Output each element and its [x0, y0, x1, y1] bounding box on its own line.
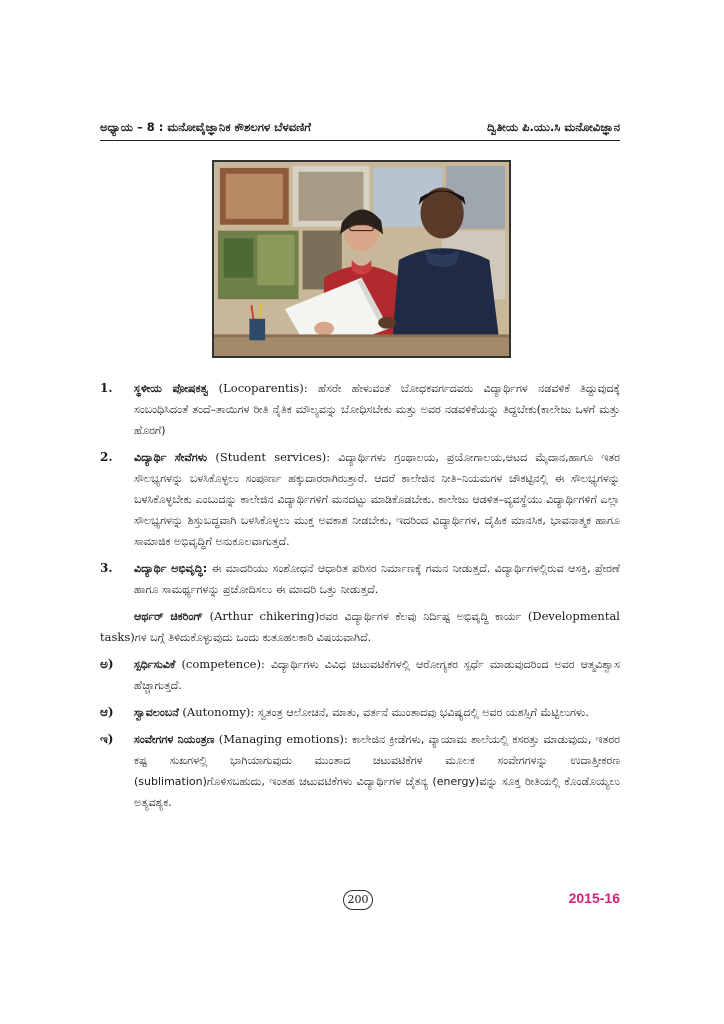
- sub-list-item: [100, 654, 620, 696]
- running-header: [100, 120, 620, 140]
- edition-year: 2015-16: [568, 890, 620, 906]
- intro-text-1: ರವರ ವಿದ್ಯಾರ್ಥಿಗಳ ಕೆಲವು ನಿರ್ದಿಷ್ಟ ಅಭಿವೃದ್ಧಿ ಕಾರ್ಯ: [319, 610, 528, 623]
- page-body: [100, 378, 620, 819]
- item-term: ಸ್ವಾವಲಂಬನೆ: [134, 706, 179, 719]
- header-divider: [100, 140, 620, 141]
- item-term: ಸಂವೇಗಗಳ ನಿಯಂತ್ರಣ: [134, 733, 215, 746]
- item-term: ವಿದ್ಯಾರ್ಥಿ ಅಭಿವೃದ್ಧಿ:: [134, 562, 208, 575]
- item-number: 1.: [100, 381, 113, 395]
- item-number: ಆ): [100, 705, 114, 719]
- sub-list-item: [100, 702, 620, 723]
- item-term-english: (Student services):: [207, 450, 339, 464]
- book-title: ದ್ವಿತೀಯ ಪಿ.ಯು.ಸಿ ಮನೋವಿಜ್ಞಾನ: [486, 120, 620, 134]
- item-text: ವಿದ್ಯಾರ್ಥಿಗಳು ಗ್ರಂಥಾಲಯ, ಪ್ರಯೋಗಾಲಯ,ಆಟದ ಮೈದಾನ,ಹಾಗೂ ಇತರ ಸೌಲಭ್ಯಗಳನ್ನು ಬಳಸಿಕೊಳ್ಳಲು ಸಂಪೂರ್ಣ ಹಕ್ಕುದಾರರಾಗಿರುತ್ತಾರೆ. ಆದರೆ ಕಾಲೇಜಿನ ನೀತಿ–ನಿಯಮಗಳ ಚೌಕಟ್ಟಿನಲ್ಲಿ ಈ ಸೌಲಭ್ಯಗಳನ್ನು ಬಳಸಿಕೊಳ್ಳಬೇಕು ಎಂಬುದನ್ನು ಕಾಲೇಜಿನ ವಿದ್ಯಾರ್ಥಿಗಳಿಗೆ ಮನದಟ್ಟು ಮಾಡಿಕೊಡಬೇಕು. ಕಾಲೇಜು ಆಡಳಿತ–ವ್ಯವಸ್ಥೆಯು ವಿದ್ಯಾರ್ಥಿಗಳಿಗೆ ಎಲ್ಲಾ ಸೌಲಭ್ಯಗಳನ್ನು ಶಿಸ್ತುಬದ್ಧವಾಗಿ ಬಳಸಿಕೊಳ್ಳಲು ಮುಕ್ತ ಅವಕಾಶ ನೀಡಬೇಕು, ಇದರಿಂದ ವಿದ್ಯಾರ್ಥಿಗಳ, ದೈಹಿಕ ಮಾನಸಿಕ, ಭಾವನಾತ್ಮಕ ಹಾಗೂ ಸಾಮಾಜಿಕ ಅಭಿವೃದ್ಧಿಗೆ ಅನುಕೂಲವಾಗುತ್ತದೆ.: [134, 451, 620, 548]
- item-number: 2.: [100, 450, 113, 464]
- chapter-title: ಅಧ್ಯಾಯ – 8 : ಮನೋವೈಜ್ಞಾನಿಕ ಕೌಶಲಗಳ ಬೆಳವಣಿಗೆ: [100, 120, 311, 134]
- item-text: ಸ್ವತಂತ್ರ ಆಲೋಚನೆ, ಮಾತು, ವರ್ತನೆ ಮುಂತಾದವು ಭವಿಷ್ಯದಲ್ಲಿ ಅವರ ಯಶಸ್ಸಿಗೆ ಮೆಟ್ಟಿಲುಗಳು.: [257, 706, 589, 719]
- item-text: ವಿದ್ಯಾರ್ಥಿಗಳು ವಿವಿಧ ಚಟುವಟಿಕೆಗಳಲ್ಲಿ ಆರೋಗ್ಯಕರ ಸ್ಪರ್ಧೆ ಮಾಡುವುದರಿಂದ ಅವರ ಆತ್ಮವಿಶ್ವಾಸ ಹೆಚ್ಚಾಗುತ್ತದೆ.: [134, 658, 620, 692]
- item-term-english: (Locoparentis):: [208, 381, 319, 395]
- item-term: ಸ್ಪರ್ಧಿಸುವಿಕೆ: [134, 658, 176, 671]
- item-term-english: (competence):: [175, 657, 271, 671]
- item-term-english: (Managing emotions):: [214, 732, 353, 746]
- intro-term: ಆರ್ಥರ್ ಚಿಕರಿಂಗ್: [134, 610, 203, 623]
- item-term: ಸ್ಥಳೀಯ ಪೋಷಕತ್ವ: [134, 382, 209, 395]
- item-term: ವಿದ್ಯಾರ್ಥಿ ಸೇವೆಗಳು: [134, 451, 208, 464]
- page-number: 200: [343, 890, 373, 910]
- list-item: [100, 558, 620, 600]
- intro-paragraph: [100, 606, 620, 648]
- intro-term-english: (Arthur chikering): [202, 609, 320, 623]
- item-text: ಹೆಸರೇ ಹೇಳುವಂತೆ ಬೋಧಕವರ್ಗದವರು ವಿದ್ಯಾರ್ಥಿಗಳ ನಡವಳಿಕೆ ತಿದ್ದುವುದಕ್ಕೆ ಸಂಬಂಧಿಸಿದಂತೆ ತಂದೆ–ತಾಯಿಗಳ ರೀತಿ ನೈತಿಕ ಮೌಲ್ಯವನ್ನು ಬೋಧಿಸಬೇಕು ಮತ್ತು ಅವರ ನಡವಳಿಕೆಯನ್ನು ತಿದ್ದಬೇಕು(ಕಾಲೇಜು ಒಳಗೆ ಮತ್ತು ಹೊರಗೆ): [134, 382, 621, 437]
- item-number: ಇ): [100, 732, 114, 746]
- item-text: ಕಾಲೇಜಿನ ಕ್ರೀಡೆಗಳು, ವ್ಯಾಯಾಮ ಶಾಲೆಯಲ್ಲಿ ಕಸರತ್ತು ಮಾಡುವುದು, ಇತರರ ಕಷ್ಟ ಸುಖಗಳಲ್ಲಿ ಭಾಗಿಯಾಗುವುದು ಮುಂತಾದ ಚಟುವಟಿಕೆಗಳ ಮೂಲಕ ಸಂವೇಗಗಳನ್ನು ಉದಾತ್ತೀಕರಣ (sublimation)ಗೊಳಿಸಬಹುದು, ಇಂತಹ ಚಟುವಟಿಕೆಗಳು ವಿದ್ಯಾರ್ಥಿಗಳ ಚೈತನ್ಯ (energy)ವನ್ನು ಸೂಕ್ತ ರೀತಿಯಲ್ಲಿ ಕೊಂಡೊಯ್ಯಲು ಅತ್ಯವಶ್ಯಕ.: [134, 733, 620, 809]
- list-item: [100, 378, 620, 441]
- item-number: ಅ): [100, 657, 114, 671]
- item-term-english: (Autonomy):: [178, 705, 258, 719]
- item-text: ಈ ಮಾದರಿಯು ಸಂಶೋಧನೆ ಆಧಾರಿತ ಪರಿಸರ ನಿರ್ಮಾಣಕ್ಕೆ ಗಮನ ನೀಡುತ್ತದೆ. ವಿದ್ಯಾರ್ಥಿಗಳಲ್ಲಿರುವ ಆಸಕ್ತಿ, ಪ್ರೇರಣೆ ಹಾಗೂ ಸಾಮರ್ಥ್ಯಗಳನ್ನು ಪ್ರಚೋದಿಸಲು ಈ ಮಾದರಿ ಒತ್ತು ನೀಡುತ್ತದೆ.: [134, 562, 621, 596]
- teacher-student-photo: [212, 160, 511, 358]
- list-item: [100, 447, 620, 552]
- sub-list-item: [100, 729, 620, 813]
- intro-term-english-2: (Developmental tasks): [100, 609, 620, 644]
- item-number: 3.: [100, 561, 113, 575]
- intro-text-2: ಗಳ ಬಗ್ಗೆ ತಿಳಿದುಕೊಳ್ಳುವುದು ಒಂದು ಕುತೂಹಲಕಾರಿ ವಿಷಯವಾಗಿದೆ.: [134, 631, 372, 644]
